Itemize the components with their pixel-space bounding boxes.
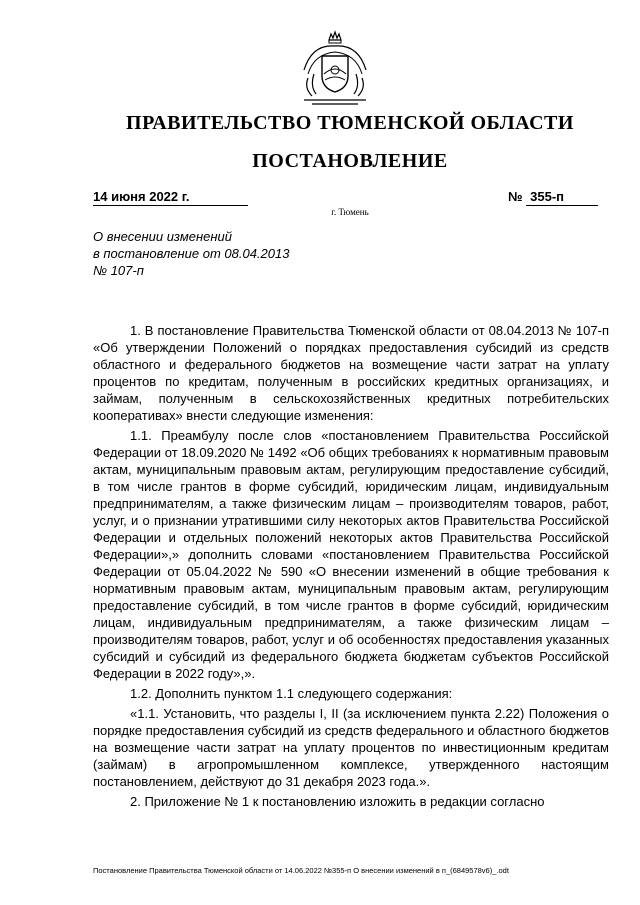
number-value: 355-п [526, 189, 598, 206]
paragraph-1: 1. В постановление Правительства Тюменской области от 08.04.2013 № 107-п «Об утверждении Положений о порядках предоставления субсидий из средств областного и федерального бюджетов на возмещение части затрат на уплату процентов по кредитам, полученным в российских кредитных организациях, и займам, полученным в сельскохозяйственных кредитных потребительских кооперативах» внести следующие изменения: [93, 323, 609, 423]
subject-line-3: № 107-п [93, 263, 144, 278]
document-type: ПОСТАНОВЛЕНИЕ [252, 150, 448, 172]
government-title: ПРАВИТЕЛЬСТВО ТЮМЕНСКОЙ ОБЛАСТИ [126, 112, 574, 134]
paragraph-2: 2. Приложение № 1 к постановлению изложить в редакции согласно [130, 794, 545, 809]
document-city: г. Тюмень [331, 207, 369, 217]
paragraph-quote-1-1: «1.1. Установить, что разделы I, II (за исключением пункта 2.22) Положения о порядке предоставления субсидий из средств федерального и областного бюджетов на возмещение части затрат на уплату процентов по инвестиционным кредитам (займам) в агропромышленном комплексе, утвержденного настоящим постановлением, действуют до 31 декабря 2023 года.». [93, 706, 609, 789]
document-body [93, 322, 609, 813]
subject-line-1: О внесении изменений [93, 229, 232, 244]
document-subject [93, 228, 353, 279]
document-number [508, 189, 598, 206]
page-footer: Постановление Правительства Тюменской области от 14.06.2022 №355-п О внесении изменений в п_(6849578v6)_.odt [93, 866, 509, 875]
tyumen-coat-of-arms-icon [294, 30, 376, 108]
document-date: 14 июня 2022 г. [93, 189, 248, 206]
paragraph-1-2: 1.2. Дополнить пунктом 1.1 следующего содержания: [130, 686, 453, 701]
paragraph-1-1: 1.1. Преамбулу после слов «постановлением Правительства Российской Федерации от 18.09.2020 № 1492 «Об общих требованиях к нормативным правовым актам, муниципальным правовым актам, регулирующим предоставление субсидий, в том числе грантов в форме субсидий, юридическим лицам, индивидуальным предпринимателям, а также физическим лицам – производителям товаров, работ, услуг, и о признании утратившими силу некоторых актов Правительства Российской Федерации и отдельных положений некоторых актов Правительства Российской Федерации»,» дополнить словами «постановлением Правительства Российской Федерации от 05.04.2022 № 590 «О внесении изменений в общие требования к нормативным правовым актам, муниципальным правовым актам, регулирующим предоставление субсидий, в том числе грантов в форме субсидий, юридическим лицам, индивидуальным предпринимателям, а также физическим лицам – производителям товаров, работ, услуг и об особенностях предоставления указанных субсидий и субсидий из федерального бюджета бюджетам субъектов Российской Федерации в 2022 году»,». [93, 428, 609, 681]
subject-line-2: в постановление от 08.04.2013 [93, 246, 290, 261]
number-prefix: № [508, 189, 523, 204]
